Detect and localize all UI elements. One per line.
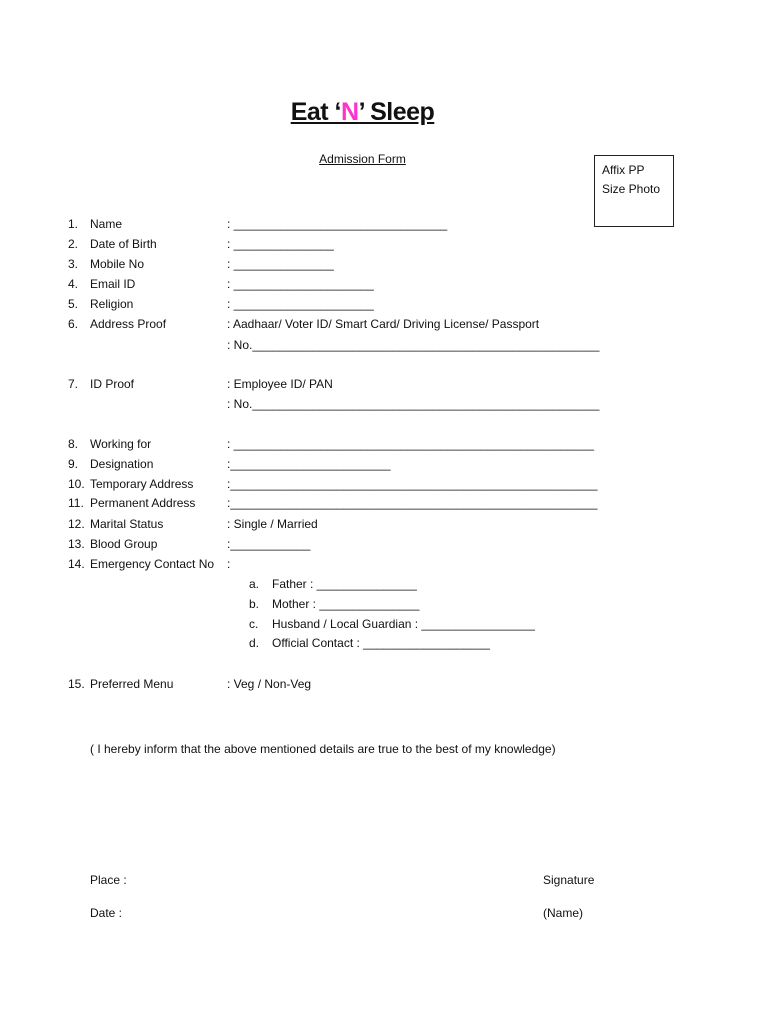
field-blank[interactable]: : ________________________________ (227, 217, 448, 231)
form-title (0, 98, 725, 127)
field-blank[interactable]: :_______________________________________________________ (227, 477, 598, 491)
field-number: 10. (68, 477, 85, 491)
field-blank[interactable]: : _____________________ (227, 277, 374, 291)
field-label: Address Proof (90, 317, 167, 331)
field-number: 13. (68, 537, 85, 551)
declaration: ( I hereby inform that the above mentioned details are true to the best of my knowledge) (90, 742, 556, 756)
field-number: 8. (68, 437, 79, 451)
photo-box-line2: Size Photo (602, 182, 661, 196)
field-blank[interactable]: : _______________ (227, 237, 334, 251)
field-label: Marital Status (90, 517, 164, 531)
field-blank[interactable]: : No.____________________________________________________ (227, 397, 600, 411)
field-label: Designation (90, 457, 154, 471)
sub-item-field[interactable]: Husband / Local Guardian : _________________ (272, 617, 535, 631)
title-left: Eat ‘ (290, 98, 341, 126)
field-label: Name (90, 217, 123, 231)
sub-item-field[interactable]: Mother : _______________ (272, 597, 420, 611)
field-options[interactable]: : Veg / Non-Veg (227, 677, 312, 691)
field-label: Working for (90, 437, 152, 451)
field-number: 11. (68, 496, 84, 510)
field-options[interactable]: : Aadhaar/ Voter ID/ Smart Card/ Driving License/ Passport (227, 317, 540, 331)
field-blank[interactable]: :________________________ (227, 457, 391, 471)
field-number: 5. (68, 297, 79, 311)
field-blank[interactable]: :_______________________________________________________ (227, 496, 598, 510)
field-blank[interactable]: : _______________ (227, 257, 334, 271)
field-label: Religion (90, 297, 134, 311)
signature-label: Signature (543, 873, 595, 887)
sub-item-letter: d. (249, 636, 260, 650)
photo-box (594, 155, 674, 227)
place-field[interactable]: Place : (90, 873, 127, 887)
field-blank[interactable]: : No.____________________________________________________ (227, 338, 600, 352)
field-blank[interactable]: :____________ (227, 537, 311, 551)
sub-item-field[interactable]: Official Contact : ___________________ (272, 636, 490, 650)
field-label: Emergency Contact No (90, 557, 215, 571)
field-number: 4. (68, 277, 79, 291)
field-number: 1. (68, 217, 79, 231)
field-options[interactable]: : Single / Married (227, 517, 318, 531)
field-label: ID Proof (90, 377, 135, 391)
field-label: Preferred Menu (90, 677, 174, 691)
field-number: 2. (68, 237, 79, 251)
field-number: 9. (68, 457, 79, 471)
field-label: Permanent Address (90, 496, 196, 510)
title-highlight-letter: N (341, 98, 359, 126)
title-right: ’ Sleep (358, 98, 435, 126)
field-blank[interactable]: : ______________________________________________________ (227, 437, 595, 451)
field-number: 3. (68, 257, 79, 271)
field-options[interactable]: : Employee ID/ PAN (227, 377, 333, 391)
field-label: Mobile No (90, 257, 145, 271)
field-number: 7. (68, 377, 79, 391)
field-number: 6. (68, 317, 79, 331)
name-label: (Name) (543, 906, 584, 920)
field-blank[interactable]: : _____________________ (227, 297, 374, 311)
field-number: 12. (68, 517, 85, 531)
sub-item-letter: b. (249, 597, 260, 611)
field-number: 14. (68, 557, 85, 571)
field-label: Email ID (90, 277, 136, 291)
sub-item-letter: c. (249, 617, 259, 631)
field-colon: : (227, 557, 231, 571)
field-number: 15. (68, 677, 85, 691)
sub-item-letter: a. (249, 577, 260, 591)
date-field[interactable]: Date : (90, 906, 123, 920)
field-label: Date of Birth (90, 237, 157, 251)
photo-box-line1: Affix PP (602, 163, 645, 177)
field-label: Temporary Address (90, 477, 194, 491)
form-subtitle: Admission Form (319, 152, 406, 166)
sub-item-field[interactable]: Father : _______________ (272, 577, 417, 591)
field-label: Blood Group (90, 537, 158, 551)
